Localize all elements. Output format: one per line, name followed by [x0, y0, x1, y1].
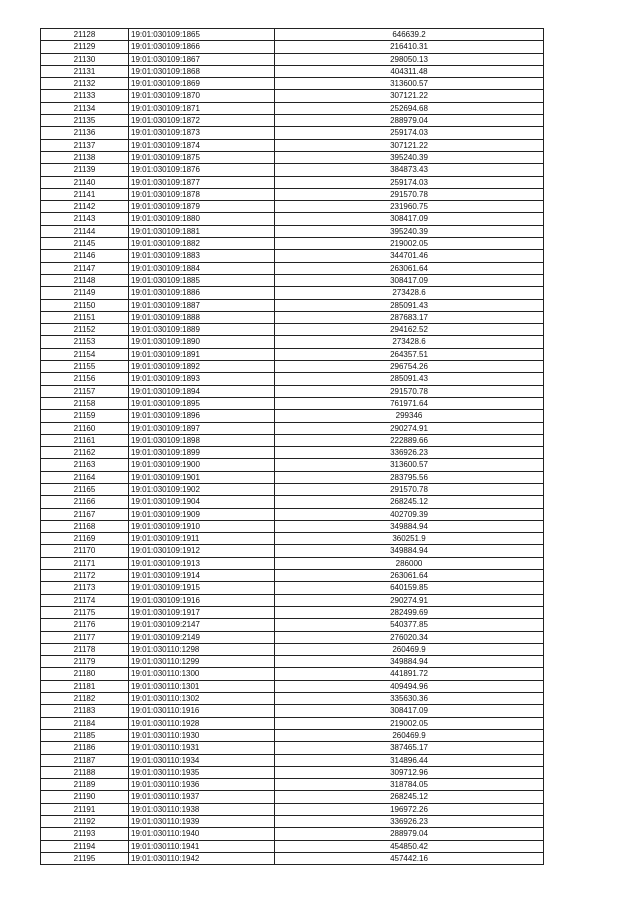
- table-row: [41, 545, 544, 557]
- row-number-cell: 21177: [41, 631, 129, 643]
- row-number-cell: 21167: [41, 508, 129, 520]
- table-row: [41, 287, 544, 299]
- value-cell: 264357.51: [275, 348, 544, 360]
- table-row: [41, 311, 544, 323]
- cadastral-number-cell: 19:01:030110:1930: [129, 729, 275, 741]
- value-cell: 761971.64: [275, 397, 544, 409]
- value-cell: 307121.22: [275, 139, 544, 151]
- table-row: [41, 693, 544, 705]
- value-cell: 276020.34: [275, 631, 544, 643]
- value-cell: 349884.94: [275, 656, 544, 668]
- row-number-cell: 21175: [41, 606, 129, 618]
- value-cell: 222889.66: [275, 434, 544, 446]
- table-row: [41, 213, 544, 225]
- row-number-cell: 21153: [41, 336, 129, 348]
- value-cell: 296754.26: [275, 361, 544, 373]
- table-row: [41, 791, 544, 803]
- table-row: [41, 754, 544, 766]
- value-cell: 260469.9: [275, 729, 544, 741]
- row-number-cell: 21132: [41, 78, 129, 90]
- value-cell: 259174.03: [275, 176, 544, 188]
- table-row: [41, 90, 544, 102]
- cadastral-number-cell: 19:01:030109:1866: [129, 41, 275, 53]
- table-row: [41, 29, 544, 41]
- table-row: [41, 164, 544, 176]
- cadastral-number-cell: 19:01:030109:1867: [129, 53, 275, 65]
- value-cell: 409494.96: [275, 680, 544, 692]
- cadastral-number-cell: 19:01:030109:1891: [129, 348, 275, 360]
- cadastral-number-cell: 19:01:030109:1898: [129, 434, 275, 446]
- cadastral-number-cell: 19:01:030109:1917: [129, 606, 275, 618]
- row-number-cell: 21190: [41, 791, 129, 803]
- table-row: [41, 274, 544, 286]
- table-row: [41, 188, 544, 200]
- table-row: [41, 631, 544, 643]
- cadastral-number-cell: 19:01:030109:1911: [129, 533, 275, 545]
- row-number-cell: 21183: [41, 705, 129, 717]
- value-cell: 318784.05: [275, 779, 544, 791]
- table-row: [41, 299, 544, 311]
- cadastral-number-cell: 19:01:030109:1868: [129, 65, 275, 77]
- table-row: [41, 65, 544, 77]
- table-row: [41, 533, 544, 545]
- value-cell: 308417.09: [275, 274, 544, 286]
- row-number-cell: 21150: [41, 299, 129, 311]
- value-cell: 299346: [275, 410, 544, 422]
- cadastral-number-cell: 19:01:030109:1910: [129, 520, 275, 532]
- table-row: [41, 483, 544, 495]
- value-cell: 288979.04: [275, 115, 544, 127]
- cadastral-number-cell: 19:01:030109:1895: [129, 397, 275, 409]
- row-number-cell: 21182: [41, 693, 129, 705]
- table-row: [41, 803, 544, 815]
- row-number-cell: 21184: [41, 717, 129, 729]
- table-row: [41, 496, 544, 508]
- table-body: [41, 29, 544, 865]
- table-row: [41, 471, 544, 483]
- value-cell: 290274.91: [275, 422, 544, 434]
- cadastral-number-cell: 19:01:030109:1878: [129, 188, 275, 200]
- row-number-cell: 21178: [41, 643, 129, 655]
- row-number-cell: 21140: [41, 176, 129, 188]
- row-number-cell: 21169: [41, 533, 129, 545]
- row-number-cell: 21147: [41, 262, 129, 274]
- cadastral-number-cell: 19:01:030109:1875: [129, 151, 275, 163]
- row-number-cell: 21166: [41, 496, 129, 508]
- row-number-cell: 21134: [41, 102, 129, 114]
- value-cell: 196972.26: [275, 803, 544, 815]
- table-row: [41, 176, 544, 188]
- row-number-cell: 21181: [41, 680, 129, 692]
- cadastral-number-cell: 19:01:030110:1938: [129, 803, 275, 815]
- row-number-cell: 21137: [41, 139, 129, 151]
- row-number-cell: 21172: [41, 570, 129, 582]
- value-cell: 454850.42: [275, 840, 544, 852]
- row-number-cell: 21144: [41, 225, 129, 237]
- value-cell: 308417.09: [275, 705, 544, 717]
- cadastral-number-cell: 19:01:030110:1939: [129, 816, 275, 828]
- table-row: [41, 606, 544, 618]
- cadastral-number-cell: 19:01:030109:1896: [129, 410, 275, 422]
- cadastral-number-cell: 19:01:030109:1889: [129, 324, 275, 336]
- cadastral-number-cell: 19:01:030109:1893: [129, 373, 275, 385]
- table-row: [41, 151, 544, 163]
- row-number-cell: 21155: [41, 361, 129, 373]
- cadastral-number-cell: 19:01:030110:1299: [129, 656, 275, 668]
- cadastral-number-cell: 19:01:030109:1879: [129, 201, 275, 213]
- cadastral-number-cell: 19:01:030109:1894: [129, 385, 275, 397]
- value-cell: 288979.04: [275, 828, 544, 840]
- value-cell: 263061.64: [275, 262, 544, 274]
- row-number-cell: 21186: [41, 742, 129, 754]
- value-cell: 336926.23: [275, 816, 544, 828]
- cadastral-number-cell: 19:01:030110:1940: [129, 828, 275, 840]
- table-row: [41, 78, 544, 90]
- table-row: [41, 816, 544, 828]
- cadastral-number-cell: 19:01:030110:1916: [129, 705, 275, 717]
- table-row: [41, 410, 544, 422]
- value-cell: 344701.46: [275, 250, 544, 262]
- table-row: [41, 102, 544, 114]
- value-cell: 336926.23: [275, 447, 544, 459]
- table-row: [41, 582, 544, 594]
- value-cell: 285091.43: [275, 373, 544, 385]
- table-row: [41, 115, 544, 127]
- cadastral-number-cell: 19:01:030109:2149: [129, 631, 275, 643]
- row-number-cell: 21143: [41, 213, 129, 225]
- cadastral-number-cell: 19:01:030109:1872: [129, 115, 275, 127]
- row-number-cell: 21129: [41, 41, 129, 53]
- row-number-cell: 21135: [41, 115, 129, 127]
- cadastral-number-cell: 19:01:030109:1913: [129, 557, 275, 569]
- value-cell: 287683.17: [275, 311, 544, 323]
- value-cell: 395240.39: [275, 225, 544, 237]
- cadastral-number-cell: 19:01:030109:1892: [129, 361, 275, 373]
- value-cell: 313600.57: [275, 459, 544, 471]
- table-row: [41, 619, 544, 631]
- cadastral-number-cell: 19:01:030109:1912: [129, 545, 275, 557]
- value-cell: 260469.9: [275, 643, 544, 655]
- table-row: [41, 668, 544, 680]
- value-cell: 231960.75: [275, 201, 544, 213]
- table-row: [41, 250, 544, 262]
- row-number-cell: 21193: [41, 828, 129, 840]
- value-cell: 307121.22: [275, 90, 544, 102]
- cadastral-number-cell: 19:01:030109:1869: [129, 78, 275, 90]
- row-number-cell: 21148: [41, 274, 129, 286]
- row-number-cell: 21160: [41, 422, 129, 434]
- cadastral-number-cell: 19:01:030109:1873: [129, 127, 275, 139]
- cadastral-number-cell: 19:01:030109:1870: [129, 90, 275, 102]
- row-number-cell: 21162: [41, 447, 129, 459]
- row-number-cell: 21154: [41, 348, 129, 360]
- table-row: [41, 434, 544, 446]
- cadastral-number-cell: 19:01:030110:1302: [129, 693, 275, 705]
- cadastral-number-cell: 19:01:030109:1904: [129, 496, 275, 508]
- table-row: [41, 828, 544, 840]
- table-row: [41, 422, 544, 434]
- value-cell: 384873.43: [275, 164, 544, 176]
- table-row: [41, 643, 544, 655]
- value-cell: 640159.85: [275, 582, 544, 594]
- table-row: [41, 779, 544, 791]
- row-number-cell: 21187: [41, 754, 129, 766]
- cadastral-number-cell: 19:01:030110:1935: [129, 766, 275, 778]
- value-cell: 402709.39: [275, 508, 544, 520]
- row-number-cell: 21133: [41, 90, 129, 102]
- table-row: [41, 656, 544, 668]
- row-number-cell: 21180: [41, 668, 129, 680]
- row-number-cell: 21171: [41, 557, 129, 569]
- table-row: [41, 348, 544, 360]
- cadastral-number-cell: 19:01:030110:1301: [129, 680, 275, 692]
- table-row: [41, 324, 544, 336]
- value-cell: 291570.78: [275, 483, 544, 495]
- row-number-cell: 21195: [41, 852, 129, 864]
- cadastral-number-cell: 19:01:030110:1300: [129, 668, 275, 680]
- row-number-cell: 21136: [41, 127, 129, 139]
- row-number-cell: 21173: [41, 582, 129, 594]
- row-number-cell: 21157: [41, 385, 129, 397]
- row-number-cell: 21176: [41, 619, 129, 631]
- cadastral-number-cell: 19:01:030109:1876: [129, 164, 275, 176]
- row-number-cell: 21179: [41, 656, 129, 668]
- table-row: [41, 705, 544, 717]
- value-cell: 294162.52: [275, 324, 544, 336]
- value-cell: 441891.72: [275, 668, 544, 680]
- cadastral-number-cell: 19:01:030109:1881: [129, 225, 275, 237]
- table-row: [41, 262, 544, 274]
- cadastral-number-cell: 19:01:030110:1934: [129, 754, 275, 766]
- row-number-cell: 21168: [41, 520, 129, 532]
- value-cell: 263061.64: [275, 570, 544, 582]
- row-number-cell: 21128: [41, 29, 129, 41]
- value-cell: 540377.85: [275, 619, 544, 631]
- row-number-cell: 21165: [41, 483, 129, 495]
- cadastral-number-cell: 19:01:030109:1914: [129, 570, 275, 582]
- value-cell: 298050.13: [275, 53, 544, 65]
- cadastral-number-cell: 19:01:030109:1901: [129, 471, 275, 483]
- cadastral-value-table: [40, 28, 544, 865]
- table-row: [41, 557, 544, 569]
- value-cell: 349884.94: [275, 520, 544, 532]
- cadastral-number-cell: 19:01:030109:1883: [129, 250, 275, 262]
- cadastral-number-cell: 19:01:030109:1877: [129, 176, 275, 188]
- value-cell: 291570.78: [275, 385, 544, 397]
- row-number-cell: 21192: [41, 816, 129, 828]
- row-number-cell: 21170: [41, 545, 129, 557]
- cadastral-number-cell: 19:01:030110:1942: [129, 852, 275, 864]
- cadastral-number-cell: 19:01:030109:1888: [129, 311, 275, 323]
- row-number-cell: 21146: [41, 250, 129, 262]
- value-cell: 283795.56: [275, 471, 544, 483]
- table-row: [41, 508, 544, 520]
- row-number-cell: 21142: [41, 201, 129, 213]
- value-cell: 219002.05: [275, 717, 544, 729]
- value-cell: 646639.2: [275, 29, 544, 41]
- table-row: [41, 852, 544, 864]
- row-number-cell: 21163: [41, 459, 129, 471]
- value-cell: 404311.48: [275, 65, 544, 77]
- value-cell: 360251.9: [275, 533, 544, 545]
- cadastral-number-cell: 19:01:030109:1885: [129, 274, 275, 286]
- cadastral-number-cell: 19:01:030109:1916: [129, 594, 275, 606]
- table-row: [41, 570, 544, 582]
- row-number-cell: 21149: [41, 287, 129, 299]
- value-cell: 285091.43: [275, 299, 544, 311]
- row-number-cell: 21145: [41, 238, 129, 250]
- table-row: [41, 336, 544, 348]
- table-row: [41, 41, 544, 53]
- value-cell: 291570.78: [275, 188, 544, 200]
- cadastral-number-cell: 19:01:030110:1928: [129, 717, 275, 729]
- row-number-cell: 21189: [41, 779, 129, 791]
- row-number-cell: 21131: [41, 65, 129, 77]
- value-cell: 286000: [275, 557, 544, 569]
- cadastral-number-cell: 19:01:030109:1915: [129, 582, 275, 594]
- value-cell: 349884.94: [275, 545, 544, 557]
- table-row: [41, 53, 544, 65]
- value-cell: 457442.16: [275, 852, 544, 864]
- table-row: [41, 373, 544, 385]
- table-row: [41, 742, 544, 754]
- cadastral-number-cell: 19:01:030109:1886: [129, 287, 275, 299]
- table-row: [41, 225, 544, 237]
- cadastral-number-cell: 19:01:030109:1899: [129, 447, 275, 459]
- cadastral-number-cell: 19:01:030109:2147: [129, 619, 275, 631]
- table-row: [41, 238, 544, 250]
- table-row: [41, 201, 544, 213]
- cadastral-number-cell: 19:01:030109:1882: [129, 238, 275, 250]
- table-row: [41, 385, 544, 397]
- value-cell: 314896.44: [275, 754, 544, 766]
- table-row: [41, 729, 544, 741]
- table-row: [41, 447, 544, 459]
- row-number-cell: 21185: [41, 729, 129, 741]
- value-cell: 308417.09: [275, 213, 544, 225]
- row-number-cell: 21141: [41, 188, 129, 200]
- table-row: [41, 361, 544, 373]
- table-row: [41, 459, 544, 471]
- row-number-cell: 21152: [41, 324, 129, 336]
- cadastral-number-cell: 19:01:030110:1936: [129, 779, 275, 791]
- row-number-cell: 21164: [41, 471, 129, 483]
- row-number-cell: 21191: [41, 803, 129, 815]
- table-row: [41, 766, 544, 778]
- row-number-cell: 21139: [41, 164, 129, 176]
- cadastral-number-cell: 19:01:030109:1890: [129, 336, 275, 348]
- cadastral-number-cell: 19:01:030109:1874: [129, 139, 275, 151]
- cadastral-number-cell: 19:01:030109:1900: [129, 459, 275, 471]
- cadastral-number-cell: 19:01:030110:1298: [129, 643, 275, 655]
- cadastral-number-cell: 19:01:030110:1937: [129, 791, 275, 803]
- cadastral-number-cell: 19:01:030109:1880: [129, 213, 275, 225]
- row-number-cell: 21158: [41, 397, 129, 409]
- row-number-cell: 21156: [41, 373, 129, 385]
- value-cell: 268245.12: [275, 496, 544, 508]
- row-number-cell: 21159: [41, 410, 129, 422]
- value-cell: 282499.69: [275, 606, 544, 618]
- value-cell: 290274.91: [275, 594, 544, 606]
- cadastral-number-cell: 19:01:030109:1884: [129, 262, 275, 274]
- value-cell: 395240.39: [275, 151, 544, 163]
- table-row: [41, 127, 544, 139]
- value-cell: 313600.57: [275, 78, 544, 90]
- row-number-cell: 21130: [41, 53, 129, 65]
- cadastral-number-cell: 19:01:030110:1931: [129, 742, 275, 754]
- value-cell: 309712.96: [275, 766, 544, 778]
- value-cell: 219002.05: [275, 238, 544, 250]
- cadastral-number-cell: 19:01:030109:1871: [129, 102, 275, 114]
- table-row: [41, 680, 544, 692]
- row-number-cell: 21194: [41, 840, 129, 852]
- row-number-cell: 21161: [41, 434, 129, 446]
- value-cell: 268245.12: [275, 791, 544, 803]
- table-row: [41, 717, 544, 729]
- table-row: [41, 397, 544, 409]
- table-row: [41, 520, 544, 532]
- row-number-cell: 21151: [41, 311, 129, 323]
- table-row: [41, 594, 544, 606]
- cadastral-number-cell: 19:01:030109:1897: [129, 422, 275, 434]
- cadastral-number-cell: 19:01:030109:1887: [129, 299, 275, 311]
- row-number-cell: 21174: [41, 594, 129, 606]
- cadastral-number-cell: 19:01:030109:1909: [129, 508, 275, 520]
- cadastral-number-cell: 19:01:030109:1902: [129, 483, 275, 495]
- value-cell: 252694.68: [275, 102, 544, 114]
- value-cell: 273428.6: [275, 287, 544, 299]
- table-row: [41, 840, 544, 852]
- value-cell: 216410.31: [275, 41, 544, 53]
- value-cell: 259174.03: [275, 127, 544, 139]
- row-number-cell: 21138: [41, 151, 129, 163]
- table-row: [41, 139, 544, 151]
- cadastral-number-cell: 19:01:030109:1865: [129, 29, 275, 41]
- value-cell: 273428.6: [275, 336, 544, 348]
- value-cell: 387465.17: [275, 742, 544, 754]
- row-number-cell: 21188: [41, 766, 129, 778]
- value-cell: 335630.36: [275, 693, 544, 705]
- cadastral-number-cell: 19:01:030110:1941: [129, 840, 275, 852]
